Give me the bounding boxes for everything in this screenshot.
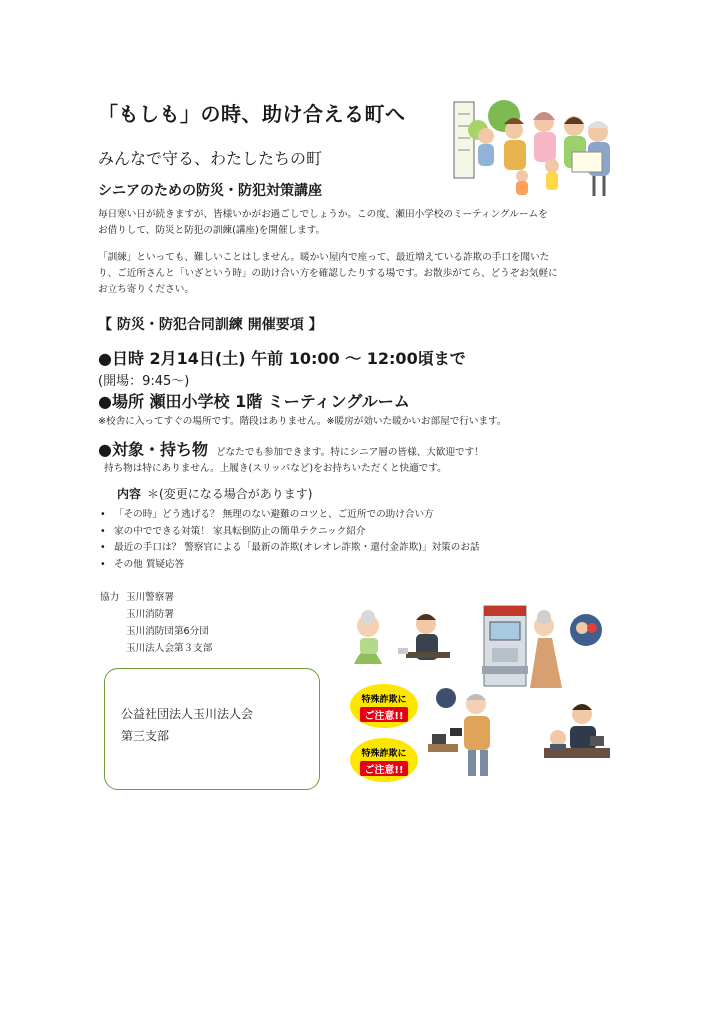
content-list <box>100 506 480 572</box>
page-title: 「もしも」の時、助け合える町へ <box>98 102 406 126</box>
list-item: • 家の中でできる対策！ 家具転倒防止の簡単テクニック紹介 <box>100 523 480 540</box>
elderly-man-phone-illustration <box>420 684 530 780</box>
list-item: • 最近の手口は？ 警察官による「最新の詐欺(オレオレ詐欺・還付金詐欺)」対策のお話 <box>100 539 480 556</box>
elderly-phone-call-illustration <box>346 608 456 670</box>
cooperation-org: 玉川消防署 <box>126 609 174 620</box>
target-label: ●対象・持ち物 <box>98 440 208 459</box>
open-time: (開場：9:45～) <box>98 374 190 389</box>
section-title: 【 防災・防犯合同訓練 開催要項 】 <box>98 317 323 333</box>
cooperation-list <box>100 589 212 657</box>
event-heading: シニアのための防災・防犯対策講座 <box>98 183 322 199</box>
target-description: どなたでも参加できます。特にシニア層の皆様、大歓迎です！ <box>215 447 484 458</box>
cooperation-label: 協力 <box>100 592 120 603</box>
intro-line: お借りして、防災と防犯の訓練(講座)を開催します。 <box>98 225 326 236</box>
atm-scam-illustration <box>480 604 610 694</box>
content-title: 内容 <box>117 487 142 501</box>
intro-line: 「訓練」といっても、難しいことはしません。暖かい屋内で座って、最近増えている詐欺の手口を聞いた <box>98 252 550 263</box>
cooperation-org: 玉川法人会第３支部 <box>126 643 213 654</box>
man-on-phone-illustration <box>540 700 612 772</box>
scam-warning-badge <box>352 740 416 780</box>
badge-line2: ご注意!! <box>360 761 407 776</box>
items-note: 持ち物は特にありません。上履き(スリッパなど)をお持ちいただくと快適です。 <box>104 463 447 474</box>
list-item: • その他 質疑応答 <box>100 556 480 573</box>
content-note: ＊(変更になる場合があります) <box>147 487 313 501</box>
intro-line: 毎日寒い日が続きますが、皆様いかがお過ごしでしょうか。この度、瀬田小学校のミーティングルームを <box>98 209 548 220</box>
badge-line1: 特殊詐欺に <box>361 695 407 705</box>
badge-line1: 特殊詐欺に <box>361 749 407 759</box>
list-item: • 「その時」どう逃げる？ 無理のない避難のコツと、ご近所での助け合い方 <box>100 506 480 523</box>
scam-warning-badge <box>352 686 416 726</box>
badge-line2: ご注意!! <box>360 707 407 722</box>
organizer-box <box>104 668 320 790</box>
cooperation-org: 玉川消防団第6分団 <box>126 626 209 637</box>
organizer-branch: 第三支部 <box>121 729 170 743</box>
organizer-name: 公益社団法人玉川法人会 <box>121 707 254 721</box>
community-people-illustration <box>448 96 620 200</box>
intro-line: お立ち寄りください。 <box>98 284 194 295</box>
event-place: ●場所 瀬田小学校 1階 ミーティングルーム <box>98 392 410 411</box>
intro-paragraph <box>98 207 628 239</box>
cooperation-org: 玉川警察署 <box>126 592 174 603</box>
place-note: ※校舎に入ってすぐの場所です。階段はありません。※暖房が効いた暖かいお部屋で行います。 <box>98 416 507 427</box>
page-subtitle: みんなで守る、わたしたちの町 <box>98 149 323 168</box>
intro-line: り、ご近所さんと「いざという時」の助け合い方を確認したりする場です。お散歩がてら、どうぞお気軽に <box>98 268 558 279</box>
target-row <box>98 437 484 460</box>
event-date: ●日時 2月14日(土) 午前 10:00 ～ 12:00頃まで <box>98 349 466 368</box>
content-heading <box>117 485 312 502</box>
intro-paragraph-2 <box>98 250 628 298</box>
